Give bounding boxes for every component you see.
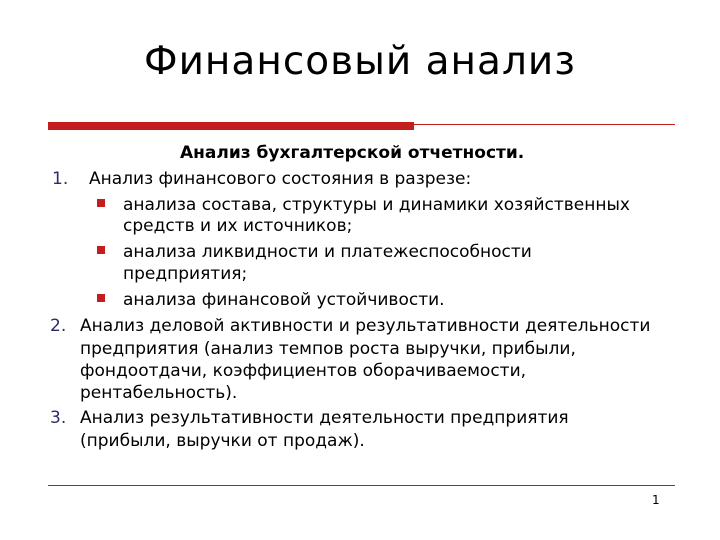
subitem-text-line: предприятия; — [123, 264, 248, 284]
red-square-bullet-icon — [97, 294, 105, 302]
footer-divider — [48, 485, 675, 486]
item-text-line: фондоотдачи, коэффициентов оборачиваемости, — [80, 361, 527, 381]
item-text-line: (прибыли, выручки от продаж). — [80, 431, 365, 451]
red-square-bullet-icon — [97, 246, 105, 254]
subitem-text-line: средств и их источников; — [123, 216, 353, 236]
item-number: 3. — [50, 408, 67, 428]
red-square-bullet-icon — [97, 199, 105, 207]
item-text-line: Анализ финансового состояния в разрезе: — [89, 169, 472, 189]
title-divider-thick — [48, 122, 414, 130]
item-text-line: предприятия (анализ темпов роста выручки, прибыли, — [80, 339, 576, 359]
subitem-text-line: анализа финансовой устойчивости. — [123, 290, 445, 310]
item-number: 1. — [52, 169, 69, 189]
item-text-line: Анализ деловой активности и результативности деятельности — [80, 316, 651, 336]
subitem-text-line: анализа ликвидности и платежеспособности — [123, 242, 532, 262]
subitem-text-line: анализа состава, структуры и динамики хозяйственных — [123, 195, 630, 215]
item-number: 2. — [50, 316, 67, 336]
slide-title: Финансовый анализ — [144, 39, 576, 84]
item-text-line: рентабельность). — [80, 383, 238, 403]
item-text-line: Анализ результативности деятельности предприятия — [80, 408, 569, 428]
page-number: 1 — [652, 493, 660, 507]
section-heading: Анализ бухгалтерской отчетности. — [180, 143, 525, 163]
